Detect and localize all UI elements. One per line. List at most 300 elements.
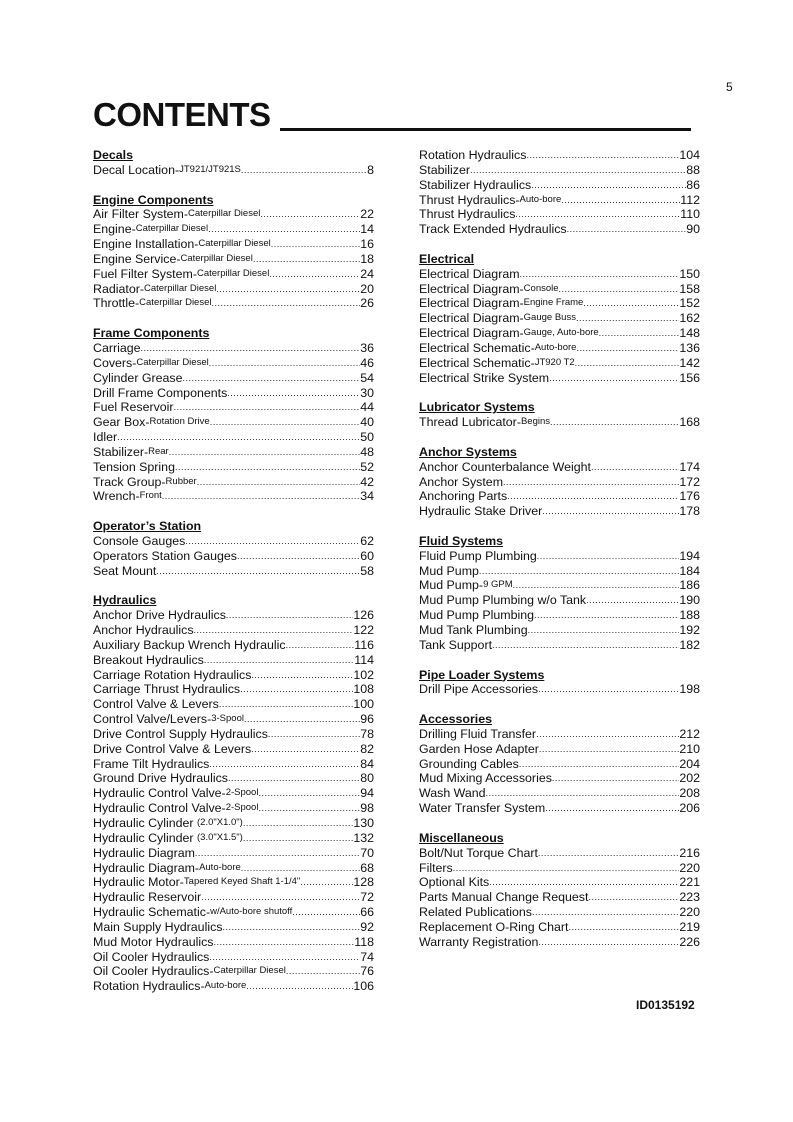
entry-title: Oil Cooler Hydraulics <box>93 964 210 979</box>
entry-title: Console Gauges <box>93 533 186 548</box>
dot-leader <box>228 771 360 786</box>
toc-entry[interactable]: Track Group - Rubber ..... 42 <box>93 475 374 490</box>
toc-entry[interactable]: Fuel Filter System - Caterpillar Diesel ..... 24 <box>93 267 374 282</box>
entry-title: Mud Tank Plumbing <box>419 623 528 637</box>
toc-entry[interactable] <box>419 593 700 608</box>
entry-page-number: 142 <box>679 355 700 370</box>
toc-entry[interactable] <box>419 801 700 816</box>
dot-leader <box>216 282 360 297</box>
dot-leader <box>531 178 686 193</box>
toc-entry[interactable] <box>419 727 700 742</box>
entry-title: Mud Pump <box>419 563 479 578</box>
toc-entry[interactable]: Decal Location - JT921/JT921S ..... 8 <box>93 163 374 178</box>
entry-page-number: 210 <box>679 741 700 756</box>
toc-entry[interactable] <box>93 682 374 697</box>
entry-title: Electrical Diagram <box>419 311 520 326</box>
toc-entry[interactable] <box>419 608 700 623</box>
entry-title: Control Valve/Levers <box>93 712 208 727</box>
entry-title: Engine Service <box>93 251 177 266</box>
dot-leader <box>538 682 679 697</box>
toc-entry[interactable] <box>419 623 700 638</box>
entry-title: Seat Mount <box>93 563 157 578</box>
toc-entry[interactable] <box>93 950 374 965</box>
toc-entry[interactable] <box>93 638 374 653</box>
entry-title: Engine <box>93 222 132 237</box>
toc-entry[interactable] <box>419 771 700 786</box>
dot-leader <box>526 148 679 163</box>
dot-leader <box>258 801 360 816</box>
dot-leader <box>586 593 679 608</box>
entry-title: Auxiliary Backup Wrench Hydraulic <box>93 637 286 652</box>
dot-leader <box>550 415 679 430</box>
dot-leader <box>243 831 353 846</box>
toc-entry[interactable]: Thrust Hydraulics - Auto-bore ..... 112 <box>419 193 700 208</box>
entry-subtitle: Caterpillar Diesel <box>188 208 261 220</box>
toc-entry[interactable] <box>419 905 700 920</box>
toc-entry[interactable] <box>93 742 374 757</box>
dot-leader <box>575 356 680 371</box>
dot-leader <box>561 193 680 208</box>
entry-title: Hydraulic Diagram <box>93 845 195 860</box>
entry-page-number: 14 <box>360 222 374 237</box>
toc-section-accessories <box>419 712 700 816</box>
dot-leader <box>210 415 361 430</box>
dot-leader <box>268 727 360 742</box>
dot-leader <box>576 311 679 326</box>
dot-leader <box>559 282 680 297</box>
toc-section-engine-components <box>93 193 374 312</box>
dot-leader <box>470 163 686 178</box>
entry-page-number: 18 <box>360 251 374 266</box>
toc-entry[interactable]: Thread Lubricator - Begins ..... 168 <box>419 415 700 430</box>
toc-entry[interactable]: Hydraulic Diagram - Auto-bore ..... 68 <box>93 861 374 876</box>
dot-leader <box>269 267 360 282</box>
entry-title: Optional Kits <box>419 875 490 890</box>
toc-entry[interactable]: Hydraulic Control Valve - 2-Spool ..... 98 <box>93 801 374 816</box>
dot-leader <box>209 757 360 772</box>
dot-leader <box>222 920 360 935</box>
dot-leader <box>251 742 360 757</box>
dot-leader <box>486 786 680 801</box>
entry-title: Anchoring Parts <box>419 489 508 504</box>
entry-subtitle: 2-Spool <box>225 787 259 799</box>
toc-entry[interactable] <box>93 668 374 683</box>
dot-leader <box>174 400 361 415</box>
entry-page-number: 186 <box>679 578 700 593</box>
entry-page-number: 74 <box>360 949 374 964</box>
toc-entry[interactable] <box>419 564 700 579</box>
toc-entry[interactable]: Covers - Caterpillar Diesel ..... 46 <box>93 356 374 371</box>
section-heading: Electrical <box>419 251 475 266</box>
entry-title: Mud Pump Plumbing <box>419 608 535 623</box>
toc-section-anchor-systems <box>419 445 700 519</box>
section-heading: Lubricator Systems <box>419 400 535 415</box>
entry-page-number: 78 <box>360 726 374 741</box>
entry-title: Stabilizer <box>93 444 144 459</box>
toc-entry[interactable] <box>93 623 374 638</box>
entry-page-number: 52 <box>360 459 374 474</box>
entry-title: Anchor Counterbalance Weight <box>419 459 591 474</box>
dot-leader <box>545 801 679 816</box>
entry-page-number: 86 <box>686 177 700 192</box>
entry-subtitle: Auto-bore <box>534 341 577 353</box>
toc-entry[interactable] <box>93 816 374 831</box>
entry-subtitle: Begins <box>520 416 551 428</box>
entry-title: Wash Wand <box>419 786 486 801</box>
toc-entry[interactable] <box>419 549 700 564</box>
dot-leader <box>195 846 360 861</box>
entry-page-number: 84 <box>360 756 374 771</box>
entry-page-number: 30 <box>360 385 374 400</box>
dot-leader <box>246 979 353 994</box>
dot-leader <box>537 549 680 564</box>
toc-entry[interactable] <box>93 920 374 935</box>
dot-leader <box>552 771 679 786</box>
entry-title: Hydraulic Stake Driver <box>419 504 543 519</box>
dot-leader <box>549 371 679 386</box>
toc-entry[interactable] <box>93 935 374 950</box>
toc-entry[interactable] <box>419 163 700 178</box>
toc-entry[interactable] <box>93 386 374 401</box>
toc-entry[interactable] <box>419 222 700 237</box>
dot-leader <box>214 935 355 950</box>
toc-entry[interactable] <box>419 504 700 519</box>
entry-page-number: 174 <box>679 459 700 474</box>
entry-title: Hydraulic Reservoir <box>93 890 202 905</box>
entry-page-number: 34 <box>360 489 374 504</box>
entry-subtitle: Auto-bore <box>199 861 241 873</box>
toc-entry[interactable] <box>93 371 374 386</box>
toc-section-lubricator-systems <box>419 400 700 430</box>
entry-page-number: 98 <box>360 801 374 816</box>
section-heading: Frame Components <box>93 326 210 341</box>
dot-leader <box>479 564 679 579</box>
entry-title: Tension Spring <box>93 459 175 474</box>
entry-title: Hydraulic Diagram <box>93 860 195 875</box>
page-number: 5 <box>726 80 733 94</box>
entry-subtitle: Caterpillar Diesel <box>139 297 212 309</box>
toc-entry[interactable]: Electrical Diagram - Console ..... 158 <box>419 282 700 297</box>
toc-entry[interactable]: Engine Service - Caterpillar Diesel ..... 18 <box>93 252 374 267</box>
dot-leader <box>169 445 361 460</box>
dot-leader <box>503 475 679 490</box>
toc-column-left <box>93 148 374 1009</box>
dot-leader <box>209 356 360 371</box>
page-title: CONTENTS <box>93 96 271 133</box>
entry-page-number: 16 <box>360 237 374 252</box>
entry-title: Wrench <box>93 489 136 504</box>
dot-leader <box>588 890 679 905</box>
dot-leader <box>197 475 360 490</box>
dot-leader <box>244 712 360 727</box>
entry-title: Carriage Thrust Hydraulics <box>93 682 241 697</box>
dot-leader <box>513 578 680 593</box>
entry-title: Main Supply Hydraulics <box>93 919 223 934</box>
entry-title: Anchor Hydraulics <box>93 623 194 637</box>
entry-title: Bolt/Nut Torque Chart <box>419 845 538 860</box>
entry-page-number: 60 <box>360 548 374 563</box>
entry-subtitle: w/Auto-bore shutoff <box>210 906 293 918</box>
toc-entry[interactable] <box>93 697 374 712</box>
toc-entry[interactable]: Rotation Hydraulics - Auto-bore ..... 106 <box>93 979 374 994</box>
toc-entry[interactable]: Stabilizer - Rear ..... 48 <box>93 445 374 460</box>
entry-subtitle: Caterpillar Diesel <box>136 356 209 368</box>
toc-entry[interactable] <box>419 890 700 905</box>
entry-page-number: 128 <box>353 875 374 890</box>
toc-entry[interactable] <box>93 430 374 445</box>
toc-entry[interactable] <box>93 846 374 861</box>
entry-page-number: 188 <box>679 608 700 623</box>
entry-title: Drill Frame Components <box>93 385 228 400</box>
toc-entry[interactable]: Throttle - Caterpillar Diesel ..... 26 <box>93 296 374 311</box>
entry-page-number: 194 <box>679 548 700 563</box>
entry-page-number: 126 <box>353 608 374 623</box>
dot-leader <box>162 489 360 504</box>
toc-entry[interactable]: Wrench - Front ..... 34 <box>93 489 374 504</box>
dot-leader <box>183 371 361 386</box>
entry-page-number: 106 <box>353 979 374 994</box>
toc-entry[interactable] <box>93 757 374 772</box>
toc-entry[interactable] <box>93 341 374 356</box>
entry-page-number: 66 <box>360 905 374 920</box>
entry-subtitle: Caterpillar Diesel <box>213 965 286 977</box>
toc-entry[interactable] <box>419 475 700 490</box>
dot-leader <box>567 222 687 237</box>
section-heading: Hydraulics <box>93 593 157 608</box>
dot-leader <box>515 207 680 222</box>
dot-leader <box>583 296 679 311</box>
dot-leader <box>241 163 367 178</box>
entry-page-number: 22 <box>360 207 374 222</box>
dot-leader <box>542 504 679 519</box>
toc-entry[interactable] <box>93 549 374 564</box>
entry-page-number: 190 <box>679 593 700 608</box>
dot-leader <box>271 237 360 252</box>
entry-page-number: 223 <box>679 890 700 905</box>
toc-entry[interactable]: Hydraulic Control Valve - 2-Spool ..... 94 <box>93 786 374 801</box>
toc-entry[interactable]: Electrical Diagram - Gauge Buss ..... 162 <box>419 311 700 326</box>
dot-leader <box>117 430 360 445</box>
entry-title: Carriage <box>93 340 141 355</box>
entry-title: Hydraulic Cylinder <box>93 830 194 845</box>
entry-page-number: 152 <box>679 296 700 311</box>
entry-page-number: 20 <box>360 281 374 296</box>
entry-title: Covers <box>93 355 133 370</box>
entry-title: Oil Cooler Hydraulics <box>93 949 210 964</box>
dot-leader <box>534 608 679 623</box>
entry-page-number: 44 <box>360 400 374 415</box>
entry-title: Fuel Filter System <box>93 266 193 281</box>
entry-page-number: 90 <box>686 222 700 237</box>
entry-subtitle: Rubber <box>165 475 197 487</box>
entry-page-number: 172 <box>679 474 700 489</box>
toc-section-operator-s-station <box>93 519 374 578</box>
entry-page-number: 208 <box>679 786 700 801</box>
toc-entry[interactable] <box>419 178 700 193</box>
dot-leader <box>226 608 353 623</box>
entry-subtitle: Auto-bore <box>204 980 247 992</box>
entry-page-number: 102 <box>353 667 374 682</box>
entry-title: Drive Control Valve & Levers <box>93 741 252 756</box>
entry-subtitle: 9 GPM <box>483 579 513 591</box>
entry-title: Drill Pipe Accessories <box>419 682 539 697</box>
entry-page-number: 68 <box>360 860 374 875</box>
entry-title: Control Valve & Levers <box>93 697 219 712</box>
toc-entry[interactable] <box>419 742 700 757</box>
dot-leader <box>194 623 354 638</box>
entry-page-number: 221 <box>679 875 700 890</box>
toc-entry[interactable]: Engine Installation - Caterpillar Diesel ..... 16 <box>93 237 374 252</box>
entry-page-number: 94 <box>360 786 374 801</box>
toc-entry[interactable] <box>93 771 374 786</box>
toc-entry[interactable]: Electrical Diagram - Engine Frame ..... 152 <box>419 296 700 311</box>
toc-entry[interactable] <box>93 400 374 415</box>
dot-leader <box>212 296 361 311</box>
toc-entry[interactable] <box>93 460 374 475</box>
dot-leader <box>258 786 360 801</box>
toc-entry[interactable]: Hydraulic Schematic - w/Auto-bore shutoff ..... 66 <box>93 905 374 920</box>
toc-entry[interactable] <box>419 786 700 801</box>
entry-subtitle: Caterpillar Diesel <box>143 282 217 294</box>
toc-entry[interactable]: Mud Pump - 9 GPM ..... 186 <box>419 578 700 593</box>
toc-entry[interactable] <box>93 608 374 623</box>
dot-leader <box>175 460 360 475</box>
dot-leader <box>141 341 361 356</box>
entry-subtitle: JT920 T2 <box>534 356 575 368</box>
toc-entry[interactable]: Electrical Diagram - Gauge, Auto-bore ..... 148 <box>419 326 700 341</box>
dot-leader <box>253 252 360 267</box>
section-heading: Miscellaneous <box>419 830 504 845</box>
entry-title: Ground Drive Hydraulics <box>93 771 228 786</box>
toc-entry[interactable] <box>93 534 374 549</box>
entry-page-number: 182 <box>679 637 700 652</box>
entry-page-number: 220 <box>679 905 700 920</box>
toc-entry[interactable]: Hydraulic Motor - Tapered Keyed Shaft 1-1/4" ..... 128 <box>93 875 374 890</box>
dot-leader <box>538 935 679 950</box>
entry-title: Electrical Diagram <box>419 296 520 311</box>
entry-page-number: 158 <box>679 281 700 296</box>
dot-leader <box>208 222 360 237</box>
toc-entry[interactable] <box>419 460 700 475</box>
toc-entry[interactable] <box>419 682 700 697</box>
toc-entry[interactable]: Engine - Caterpillar Diesel ..... 14 <box>93 222 374 237</box>
title-underline <box>280 128 691 131</box>
dot-leader <box>591 460 679 475</box>
dot-leader <box>519 757 679 772</box>
entry-title: Electrical Strike System <box>419 370 550 385</box>
dot-leader <box>539 742 679 757</box>
toc-entry[interactable]: Gear Box - Rotation Drive ..... 40 <box>93 415 374 430</box>
entry-page-number: 136 <box>679 340 700 355</box>
entry-subtitle: Auto-bore <box>519 193 562 205</box>
entry-title: Track Extended Hydraulics <box>419 222 567 237</box>
entry-title: Electrical Schematic <box>419 355 531 370</box>
entry-page-number: 130 <box>353 815 374 830</box>
entry-page-number: 46 <box>360 355 374 370</box>
entry-subtitle: Caterpillar Diesel <box>180 252 253 264</box>
section-heading: Engine Components <box>93 192 214 207</box>
dot-leader <box>300 875 353 890</box>
dot-leader <box>492 638 679 653</box>
dot-leader <box>204 653 354 668</box>
section-heading: Pipe Loader Systems <box>419 667 545 682</box>
entry-title: Frame Tilt Hydraulics <box>93 756 210 771</box>
entry-title: Decal Location <box>93 162 175 177</box>
dot-leader <box>286 964 360 979</box>
entry-title: Electrical Diagram <box>419 266 520 281</box>
toc-entry[interactable] <box>419 875 700 890</box>
dot-leader <box>227 386 360 401</box>
entry-title: Rotation Hydraulics <box>419 148 527 162</box>
toc-entry[interactable]: Radiator - Caterpillar Diesel ..... 20 <box>93 282 374 297</box>
entry-page-number: 80 <box>360 771 374 786</box>
dot-leader <box>532 905 679 920</box>
toc-entry[interactable]: Control Valve/Levers - 3-Spool ..... 96 <box>93 712 374 727</box>
toc-entry[interactable]: Electrical Schematic - JT920 T2 ..... 142 <box>419 356 700 371</box>
dot-leader <box>260 207 360 222</box>
entry-title: Replacement O-Ring Chart <box>419 919 569 934</box>
toc-entry[interactable] <box>419 207 700 222</box>
entry-page-number: 70 <box>360 845 374 860</box>
toc-entry[interactable] <box>419 148 700 163</box>
entry-title: Parts Manual Change Request <box>419 890 589 905</box>
toc-entry[interactable] <box>93 727 374 742</box>
entry-title: Anchor Drive Hydraulics <box>93 608 226 623</box>
entry-subtitle: Console <box>523 282 559 294</box>
entry-page-number: 116 <box>354 637 374 652</box>
dot-leader <box>520 267 680 282</box>
dot-leader <box>453 861 680 876</box>
entry-title: Hydraulic Cylinder <box>93 815 194 830</box>
toc-entry[interactable] <box>419 638 700 653</box>
entry-title: Operators Station Gauges <box>93 548 237 563</box>
toc-entry[interactable] <box>93 831 374 846</box>
toc-entry[interactable] <box>419 489 700 504</box>
toc-entry[interactable] <box>93 653 374 668</box>
entry-page-number: 40 <box>360 415 374 430</box>
toc-entry[interactable] <box>419 267 700 282</box>
entry-title: Hydraulic Motor <box>93 875 180 890</box>
entry-subtitle: Rotation Drive <box>149 416 210 428</box>
toc-entry[interactable]: Oil Cooler Hydraulics - Caterpillar Diesel ..... 76 <box>93 964 374 979</box>
toc-entry[interactable] <box>419 846 700 861</box>
toc-entry[interactable]: Electrical Schematic - Auto-bore ..... 136 <box>419 341 700 356</box>
entry-page-number: 76 <box>360 964 374 979</box>
entry-page-number: 36 <box>360 340 374 355</box>
section-heading: Decals <box>93 148 133 162</box>
toc-entry[interactable]: Air Filter System - Caterpillar Diesel ..... 22 <box>93 207 374 222</box>
entry-page-number: 92 <box>360 919 374 934</box>
entry-page-number: 114 <box>354 652 374 667</box>
dot-leader <box>489 875 679 890</box>
toc-entry[interactable] <box>419 920 700 935</box>
toc-entry[interactable] <box>93 890 374 905</box>
toc-section-miscellaneous <box>419 831 700 950</box>
toc-entry[interactable] <box>419 861 700 876</box>
toc-entry[interactable] <box>419 371 700 386</box>
entry-page-number: 72 <box>360 890 374 905</box>
entry-page-number: 96 <box>360 712 374 727</box>
toc-entry[interactable] <box>419 935 700 950</box>
toc-entry[interactable] <box>93 564 374 579</box>
entry-title: Mud Pump Plumbing w/o Tank <box>419 593 587 608</box>
entry-title: Grounding Cables <box>419 756 519 771</box>
dot-leader <box>185 534 360 549</box>
toc-entry[interactable] <box>419 757 700 772</box>
entry-page-number: 82 <box>360 741 374 756</box>
entry-page-number: 168 <box>679 415 700 430</box>
dot-leader <box>241 861 360 876</box>
